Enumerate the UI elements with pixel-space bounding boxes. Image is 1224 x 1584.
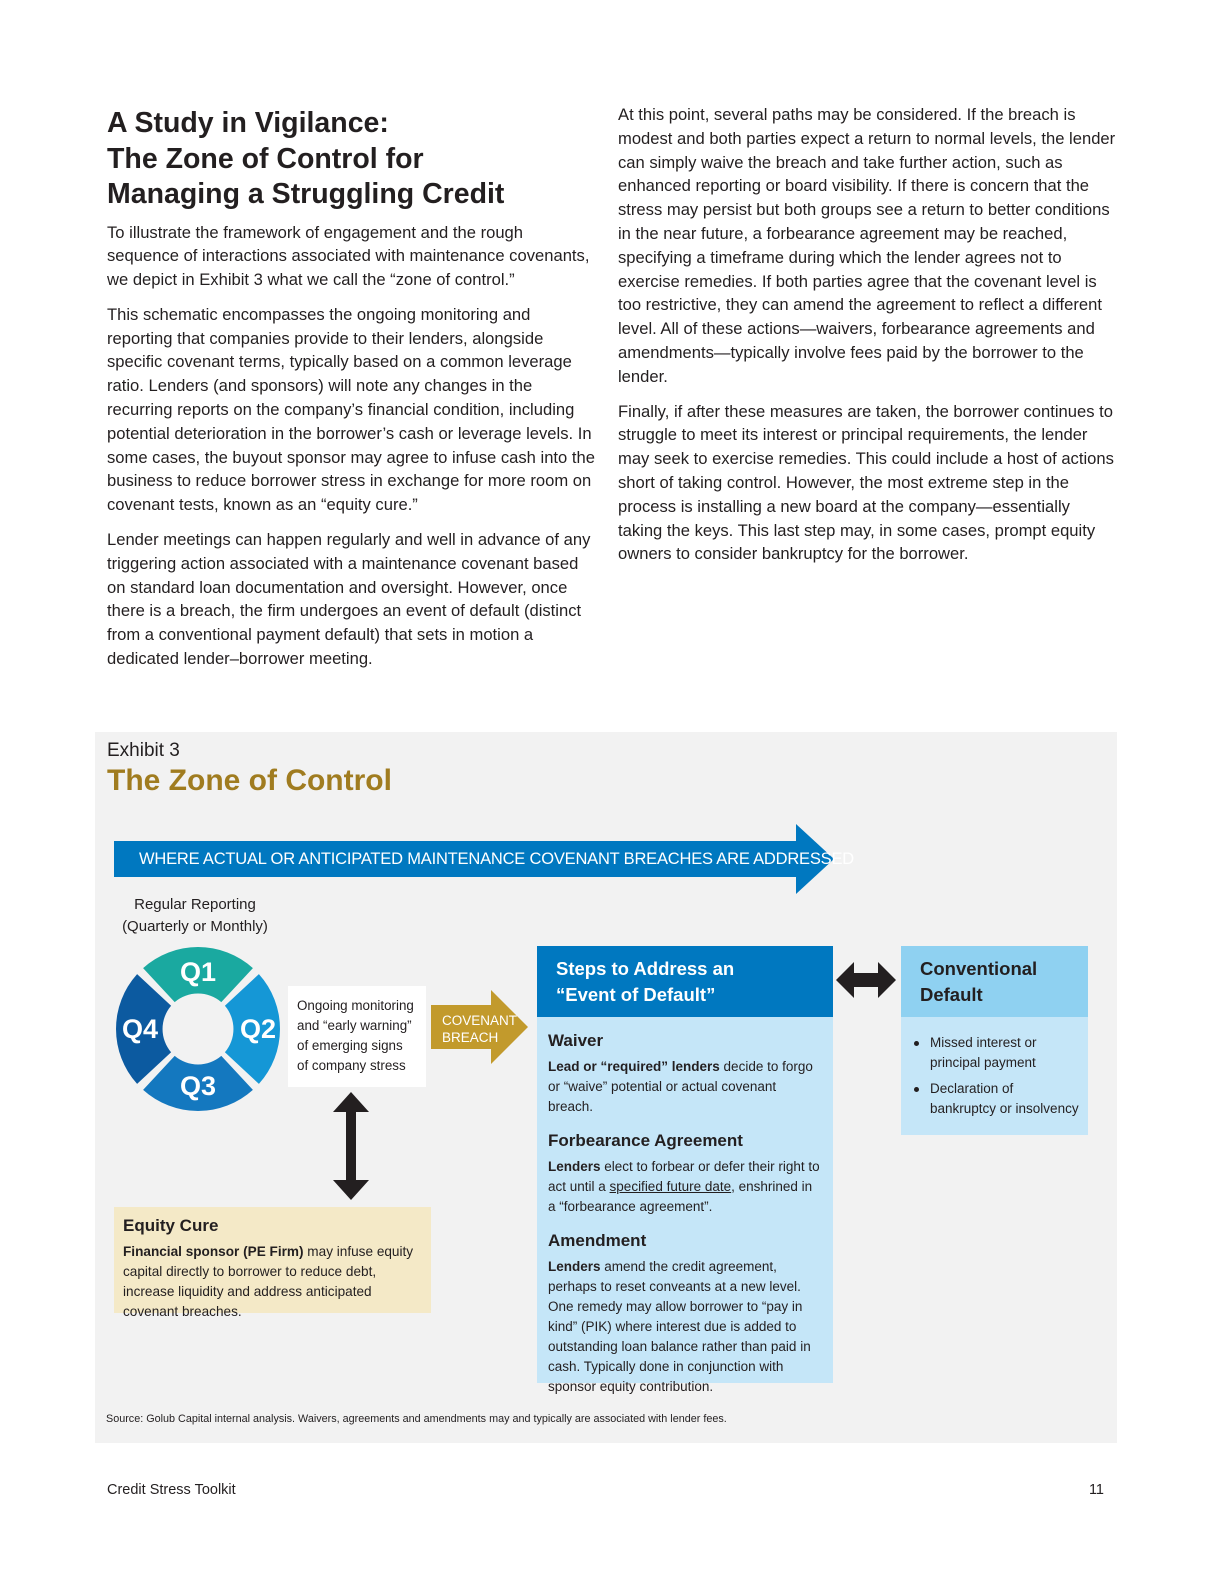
exhibit-title: The Zone of Control: [107, 764, 392, 797]
quarter-label-q4: Q4: [121, 1014, 159, 1044]
waiver-heading: Waiver: [548, 1031, 604, 1050]
horizontal-double-arrow-icon: [836, 960, 896, 1000]
forbearance-underline: specified future date: [609, 1179, 732, 1194]
waiver-text: [548, 1057, 823, 1117]
conventional-default-body: [901, 1017, 1088, 1135]
conventional-heading-line-2: Default: [920, 984, 983, 1005]
forbearance-bold: Lenders: [548, 1159, 601, 1174]
forbearance-text: [548, 1157, 823, 1217]
amendment-text: [548, 1257, 823, 1397]
amendment-bold: Lenders: [548, 1259, 601, 1274]
regular-reporting-label: [115, 894, 275, 938]
steps-body: [537, 1017, 833, 1394]
waiver-body: decide to forgo or “waive” potential or actual covenant breach.: [548, 1059, 813, 1114]
title-line-1: A Study in Vigilance:: [107, 107, 389, 139]
paragraph: To illustrate the framework of engagement and the rough sequence of interactions associated with maintenance covenants, we depict in Exhibit 3 what we call the “zone of control.”: [107, 222, 590, 290]
equity-cure-heading: Equity Cure: [123, 1216, 219, 1235]
left-column: [107, 106, 599, 682]
conventional-heading-line-1: Conventional: [920, 958, 1038, 979]
monitoring-line: of emerging signs: [297, 1038, 403, 1053]
steps-heading: [537, 946, 833, 1017]
title-line-3: Managing a Struggling Credit: [107, 178, 505, 210]
steps-heading-line-1: Steps to Address an: [556, 958, 735, 979]
list-item: Declaration of bankruptcy or insolvency: [914, 1079, 1082, 1119]
page-number: 11: [1088, 1482, 1104, 1498]
regular-reporting-line-2: (Quarterly or Monthly): [122, 918, 268, 935]
monitoring-line: and “early warning”: [297, 1018, 412, 1033]
regular-reporting-line-1: Regular Reporting: [134, 896, 256, 913]
exhibit-label: Exhibit 3: [107, 740, 180, 761]
exhibit-panel: [95, 732, 1117, 1443]
amendment-heading: Amendment: [548, 1231, 647, 1250]
paragraph: Finally, if after these measures are taken, the borrower continues to struggle to meet its interest or principal requirements, the lender may seek to exercise remedies. This could include a host of actions short of taking control. However, the most extreme step in the process is installing a new board at the company—essentially taking the keys. This last step may, in some cases, prompt equity owners to consider bankruptcy for the borrower.: [618, 401, 1114, 564]
right-column: [618, 103, 1116, 577]
quarter-label-q2: Q2: [239, 1014, 277, 1044]
monitoring-box: [288, 986, 426, 1087]
amendment-body: amend the credit agreement, perhaps to reset conveants at a new level. One remedy may allow borrower to “pay in kind” (PIK) where interest due is added to outstanding loan balance rather than paid in cash. Typically done in conjunction with sponsor equity contribution.: [548, 1259, 811, 1394]
conventional-default-heading: [901, 946, 1088, 1017]
equity-cure-text: [123, 1242, 421, 1322]
equity-cure-body: may infuse equity capital directly to borrower to reduce debt, increase liquidity and address anticipated covenant breaches.: [123, 1244, 414, 1319]
equity-cure-box: [114, 1207, 431, 1319]
breach-line: BREACH: [442, 1030, 499, 1045]
waiver-bold: Lead or “required” lenders: [548, 1059, 720, 1074]
paragraph: At this point, several paths may be considered. If the breach is modest and both parties expect a return to normal levels, the lender can simply waive the breach and take further action, such as enhanced reporting or board visibility. If there is concern that the stress may persist but both groups see a return to better conditions in the near future, a forbearance agreement may be reached, specifying a timeframe during which the lender agrees not to exercise remedies. If both parties agree that the covenant level is too restrictive, they can amend the agreement to reflect a different level. All of these actions—waivers, forbearance agreements and amendments—typically involve fees paid by the borrower to the lender.: [618, 105, 1116, 386]
quarter-label-q1: Q1: [179, 957, 217, 987]
monitoring-line: Ongoing monitoring: [297, 998, 414, 1013]
paragraph: This schematic encompasses the ongoing monitoring and reporting that companies provide to their lenders, alongside specific covenant terms, typically based on a common leverage ratio. Lenders (and sponsors) will note any changes in the recurring reports on the company’s financial condition, including potential deterioration in the borrower’s cash or leverage levels. In some cases, the buyout sponsor may agree to infuse cash into the business to reduce borrower stress in exchange for more room on covenant tests, known as an “equity cure.”: [107, 304, 595, 515]
equity-cure-bold: Financial sponsor (PE Firm): [123, 1244, 304, 1259]
quarter-wheel: [113, 944, 283, 1114]
list-item: Missed interest or principal payment: [914, 1033, 1082, 1073]
monitoring-line: of company stress: [297, 1058, 406, 1073]
footer-title: Credit Stress Toolkit: [107, 1482, 236, 1498]
vertical-double-arrow-icon: [331, 1092, 371, 1200]
article-title: [107, 106, 599, 213]
forbearance-body-2: , enshrined in a “forbearance agreement”.: [548, 1179, 813, 1214]
covenant-breach-label: [442, 1012, 517, 1046]
conventional-default-list: [914, 1033, 1082, 1119]
source-note: Source: Golub Capital internal analysis. Waivers, agreements and amendments may and typically are associated with lender fees.: [106, 1413, 727, 1425]
forbearance-body-1: elect to forbear or defer their right to act until a: [548, 1159, 820, 1194]
banner-text: WHERE ACTUAL OR ANTICIPATED MAINTENANCE COVENANT BREACHES ARE ADDRESSED: [139, 850, 854, 868]
forbearance-heading: Forbearance Agreement: [548, 1131, 743, 1150]
steps-heading-line-2: “Event of Default”: [556, 984, 716, 1005]
breach-line: COVENANT: [442, 1013, 518, 1028]
quarter-label-q3: Q3: [179, 1071, 217, 1101]
paragraph: Lender meetings can happen regularly and well in advance of any triggering action associated with a maintenance covenant based on standard loan documentation and oversight. However, once there is a breach, the firm undergoes an event of default (distinct from a conventional payment default) that sets in motion a dedicated lender–borrower meeting.: [107, 530, 591, 669]
title-line-2: The Zone of Control for: [107, 142, 424, 175]
